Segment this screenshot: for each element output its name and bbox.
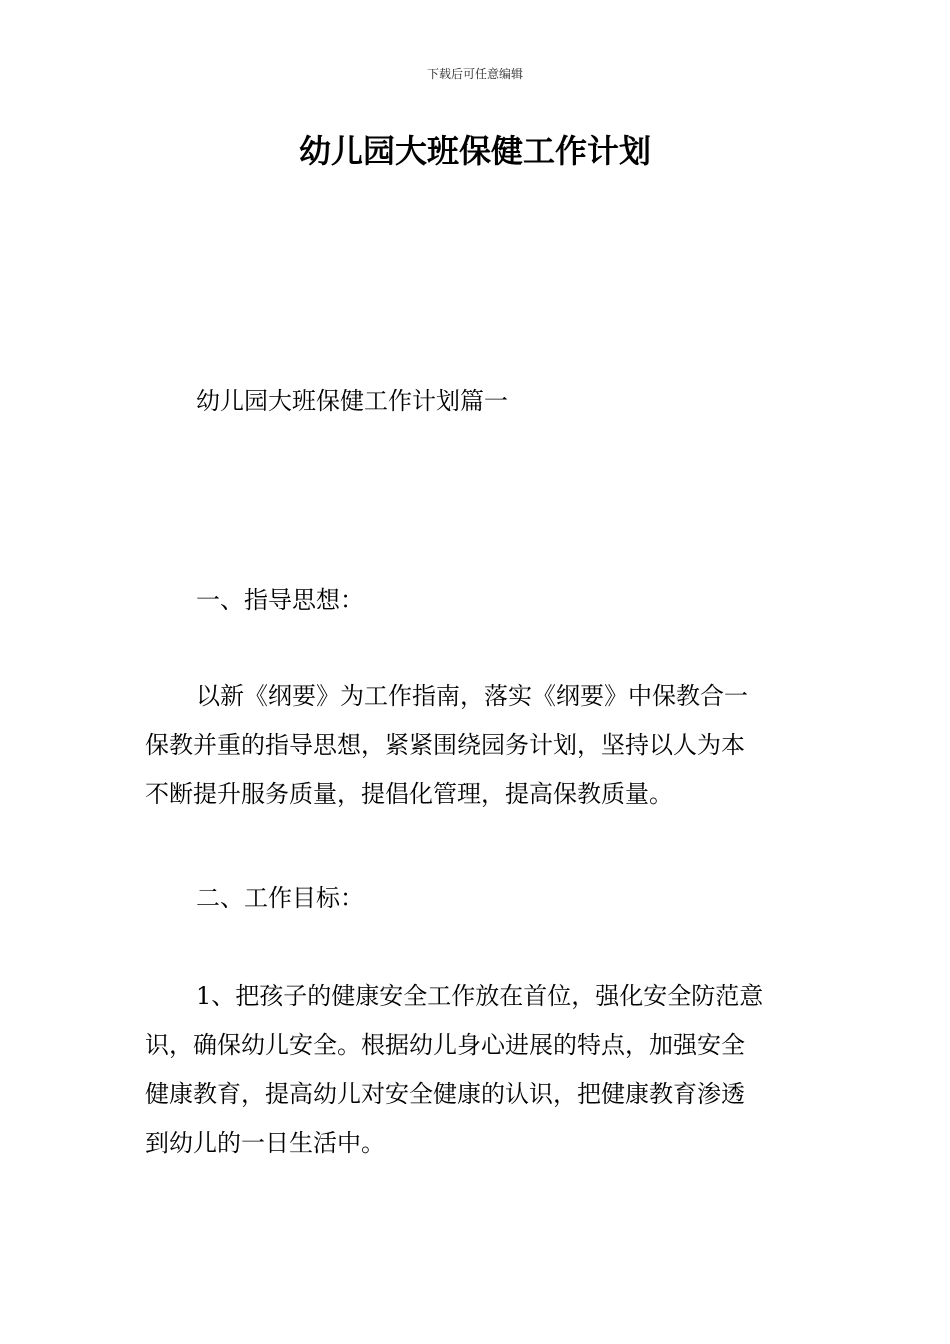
paragraph-line: 以新《纲要》为工作指南，落实《纲要》中保教合一 [196,682,748,710]
paragraph-line: 到幼儿的一日生活中。 [145,1129,385,1157]
header-note: 下载后可任意编辑 [426,67,523,81]
paragraph-line: 健康教育，提高幼儿对安全健康的认识，把健康教育渗透 [145,1080,745,1108]
section-subtitle: 幼儿园大班保健工作计划篇一 [196,387,508,415]
section1-heading: 一、指导思想： [196,586,364,614]
document-title: 幼儿园大班保健工作计划 [298,132,651,170]
paragraph-line: 保教并重的指导思想，紧紧围绕园务计划，坚持以人为本 [145,731,745,759]
paragraph-guiding-thought [145,672,810,819]
paragraph-line: 不断提升服务质量，提倡化管理，提高保教质量。 [145,780,673,808]
paragraph-work-goals [145,972,810,1168]
paragraph-line: 识，确保幼儿安全。根据幼儿身心进展的特点，加强安全 [145,1031,745,1059]
paragraph-line: 1、把孩子的健康安全工作放在首位，强化安全防范意 [196,982,764,1010]
section2-heading: 二、工作目标： [196,884,364,912]
